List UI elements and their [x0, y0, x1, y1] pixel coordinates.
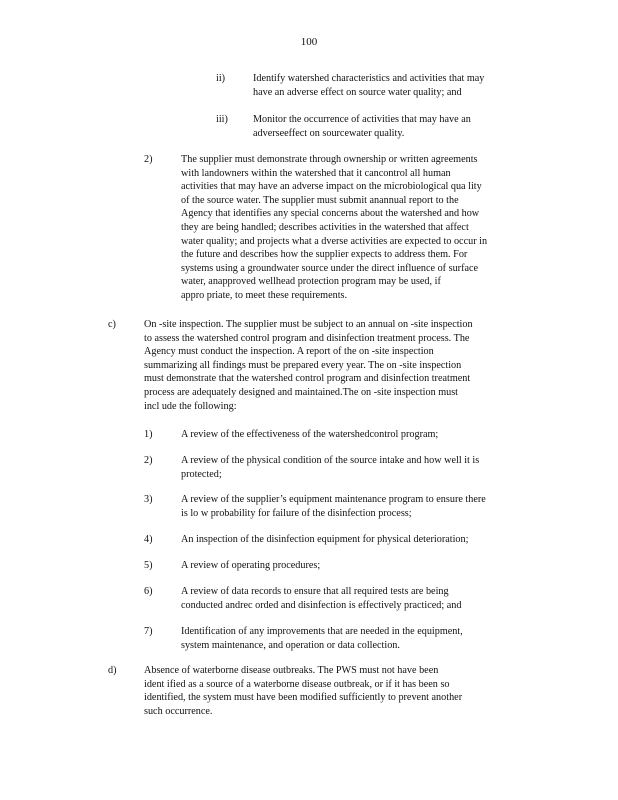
text-line: of the source water. The supplier must submit anannual report to the	[181, 194, 459, 206]
text-line: protected;	[181, 468, 222, 480]
item-label: d)	[108, 665, 117, 676]
list-item-label: 2)	[144, 455, 153, 466]
text-line: to assess the watershed control program and disinfection treatment process. The	[144, 332, 470, 344]
text-line: The supplier must demonstrate through ownership or written agreements	[181, 154, 478, 165]
text-line: A review of the effectiveness of the watershedcontrol program;	[181, 429, 439, 440]
text-line: the future and describes how the supplier expects to address them. For	[181, 249, 468, 261]
text-line: system maintenance, and operation or data collection.	[181, 639, 400, 651]
item-label: 2)	[144, 154, 153, 165]
text-line: Absence of waterborne disease outbreaks. The PWS must not have been	[144, 665, 439, 676]
sub-item-label: ii)	[216, 73, 226, 84]
text-line: they are being handled; describes activities in the watershed that affect	[181, 221, 469, 233]
text-line: process are adequately designed and maintained.The on -site inspection must	[144, 386, 459, 398]
text-line: incl ude the following:	[144, 400, 237, 412]
text-line: identified, the system must have been modified sufficiently to prevent another	[144, 692, 463, 704]
text-line: A review of the physical condition of the source intake and how well it is	[181, 455, 480, 466]
text-line: A review of operating procedures;	[181, 560, 321, 571]
text-line: such occurrence.	[144, 705, 213, 717]
list-item-label: 1)	[144, 429, 153, 440]
text-line: Identification of any improvements that are needed in the equipment,	[181, 626, 463, 637]
text-line: systems using a groundwater source under the direct influence of surface	[181, 262, 479, 274]
text-line: Identify watershed characteristics and activities that may	[253, 73, 485, 84]
text-line: ident ified as a source of a waterborne disease outbreak, or if it has been so	[144, 678, 450, 690]
text-line: must demonstrate that the watershed control program and disinfection treatment	[144, 373, 471, 385]
list-item-label: 4)	[144, 534, 153, 545]
text-line: A review of the supplier’s equipment maintenance program to ensure there	[181, 494, 486, 505]
text-line: On -site inspection. The supplier must be subject to an annual on -site inspection	[144, 319, 473, 330]
item-label: c)	[108, 319, 116, 330]
text-line: conducted andrec orded and disinfection is effectively practiced; and	[181, 599, 462, 611]
list-item-label: 3)	[144, 494, 153, 505]
text-line: Monitor the occurrence of activities that may have an	[253, 114, 471, 125]
text-line: have an adverse effect on source water quality; and	[253, 86, 462, 98]
text-line: water, anapproved wellhead protection program may be used, if	[181, 276, 441, 288]
text-line: with landowners within the watershed that it cancontrol all human	[181, 167, 451, 179]
text-line: Agency that identifies any special concerns about the watershed and how	[181, 208, 480, 220]
text-line: An inspection of the disinfection equipment for physical deterioration;	[181, 534, 469, 545]
text-line: summarizing all findings must be prepared every year. The on -site inspection	[144, 359, 462, 371]
text-line: activities that may have an adverse impact on the microbiological qua lity	[181, 181, 482, 193]
sub-item-label: iii)	[216, 114, 228, 125]
list-item-label: 6)	[144, 586, 153, 597]
page-number: 100	[300, 36, 318, 48]
text-line: appro priate, to meet these requirements.	[181, 289, 348, 301]
text-line: is lo w probability for failure of the disinfection process;	[181, 507, 412, 519]
list-item-label: 7)	[144, 626, 153, 637]
list-item-label: 5)	[144, 560, 153, 571]
text-line: A review of data records to ensure that all required tests are being	[181, 586, 449, 597]
text-line: water quality; and projects what a dverse activities are expected to occur in	[181, 235, 488, 247]
text-line: Agency must conduct the inspection. A report of the on -site inspection	[144, 346, 434, 358]
text-line: adverseeffect on sourcewater quality.	[253, 127, 405, 139]
